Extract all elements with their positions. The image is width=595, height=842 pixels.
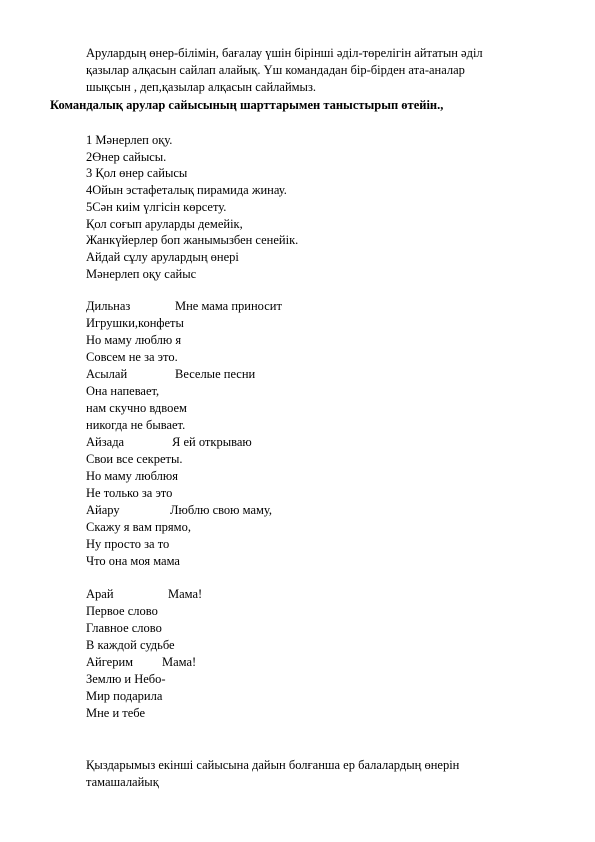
poem-text: Веселые песни bbox=[175, 367, 256, 381]
poem-text: Люблю свою маму, bbox=[170, 503, 273, 517]
intro-line-1: Арулардың өнер-білімін, бағалау үшін бірінші әділ-төрелігін айтатын әділ bbox=[86, 46, 483, 60]
intro-line-3: шықсын , деп,қазылар алқасын сайлаймыз. bbox=[86, 80, 317, 94]
poem-line: Главное слово bbox=[86, 621, 162, 635]
verse-line: Айдай сұлу арулардың өнері bbox=[86, 250, 239, 264]
condition-item: 5Сән киім үлгісін көрсету. bbox=[86, 200, 227, 214]
poem-line: Первое слово bbox=[86, 604, 158, 618]
poem-line: Совсем не за это. bbox=[86, 350, 178, 364]
section-heading: Командалық арулар сайысының шарттарымен таныстырып өтейін., bbox=[50, 98, 444, 112]
poem-text: Я ей открываю bbox=[172, 435, 252, 449]
verse-line: Жанкүйерлер боп жанымызбен сенейік. bbox=[86, 233, 299, 247]
condition-item: 1 Мәнерлеп оқу. bbox=[86, 133, 173, 147]
poem-line bbox=[86, 655, 196, 670]
speaker-name: Дильназ bbox=[86, 299, 131, 313]
speaker-name: Асылай bbox=[86, 367, 128, 381]
outro-line-1: Қыздарымыз екінші сайысына дайын болғанша ер балалардың өнерін bbox=[86, 758, 460, 772]
condition-item: 3 Қол өнер сайысы bbox=[86, 166, 188, 180]
poem-line bbox=[86, 367, 255, 382]
poem-line: Но маму люблюя bbox=[86, 469, 179, 483]
poem-line: нам скучно вдвоем bbox=[86, 401, 187, 415]
verse-line: Мәнерлеп оқу сайыс bbox=[86, 267, 197, 281]
poem-line: Землю и Небо- bbox=[86, 672, 166, 686]
poem-line: Ну просто за то bbox=[86, 537, 170, 551]
condition-item: 4Ойын эстафеталық пирамида жинау. bbox=[86, 183, 287, 197]
outro-line-2: тамашалайық bbox=[86, 775, 159, 789]
poem-line bbox=[86, 587, 202, 602]
poem-text: Мне мама приносит bbox=[175, 299, 282, 313]
poem-text: Мама! bbox=[168, 587, 203, 601]
speaker-name: Айзада bbox=[86, 435, 125, 449]
speaker-name: Айгерим bbox=[86, 655, 134, 669]
poem-line: Мне и тебе bbox=[86, 706, 146, 720]
poem-line: Она напевает, bbox=[86, 384, 160, 398]
poem-line: Игрушки,конфеты bbox=[86, 316, 184, 330]
poem-line: В каждой судьбе bbox=[86, 638, 175, 652]
intro-line-2: қазылар алқасын сайлап алайық. Үш командадан бір-бірден ата-аналар bbox=[86, 63, 465, 77]
poem-line: Мир подарила bbox=[86, 689, 163, 703]
verse-line: Қол соғып аруларды демейік, bbox=[86, 217, 243, 231]
poem-line: Скажу я вам прямо, bbox=[86, 520, 191, 534]
poem-text: Мама! bbox=[162, 655, 197, 669]
poem-line: Но маму люблю я bbox=[86, 333, 182, 347]
speaker-name: Арай bbox=[86, 587, 114, 601]
poem-line bbox=[86, 503, 272, 518]
poem-line bbox=[86, 435, 252, 450]
poem-line: Не только за это bbox=[86, 486, 173, 500]
poem-line: Что она моя мама bbox=[86, 554, 180, 568]
poem-line: Свои все секреты. bbox=[86, 452, 183, 466]
speaker-name: Айару bbox=[86, 503, 120, 517]
poem-line bbox=[86, 299, 282, 314]
condition-item: 2Өнер сайысы. bbox=[86, 150, 167, 164]
poem-line: никогда не бывает. bbox=[86, 418, 186, 432]
